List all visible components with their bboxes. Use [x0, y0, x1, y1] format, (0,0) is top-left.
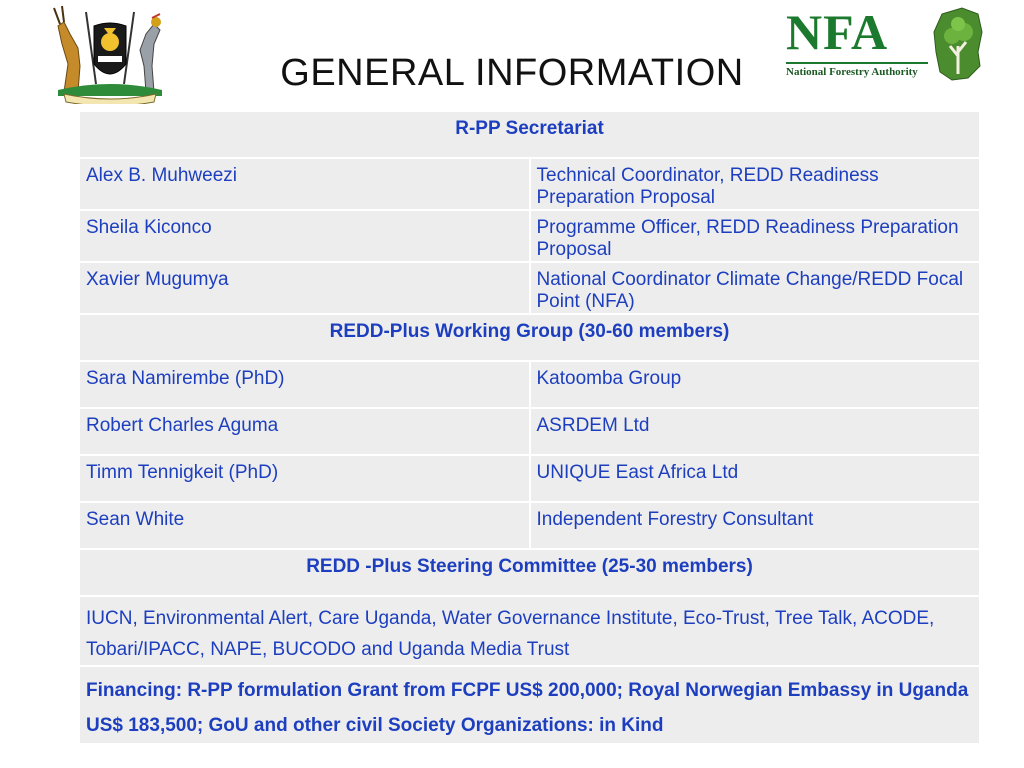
member-name: Sara Namirembe (PhD)	[79, 361, 530, 408]
general-information-table	[78, 110, 981, 745]
working-group-header: REDD-Plus Working Group (30-60 members)	[79, 314, 980, 361]
member-name: Alex B. Muhweezi	[79, 158, 530, 210]
nfa-logo-letters: NFA	[786, 4, 889, 60]
steering-committee-header: REDD -Plus Steering Committee (25-30 members)	[79, 549, 980, 596]
table-section-header	[79, 314, 980, 361]
member-role: ASRDEM Ltd	[530, 408, 981, 455]
table-row	[79, 361, 980, 408]
table-row	[79, 596, 980, 666]
member-role: National Coordinator Climate Change/REDD Focal Point (NFA)	[530, 262, 981, 314]
member-role: UNIQUE East Africa Ltd	[530, 455, 981, 502]
member-role: Programme Officer, REDD Readiness Preparation Proposal	[530, 210, 981, 262]
table-row	[79, 455, 980, 502]
table-row	[79, 262, 980, 314]
steering-committee-members: IUCN, Environmental Alert, Care Uganda, Water Governance Institute, Eco-Trust, Tree Talk, ACODE, Tobari/IPACC, NAPE, BUCODO and Uganda Media Trust	[79, 596, 980, 666]
member-name: Robert Charles Aguma	[79, 408, 530, 455]
member-role: Independent Forestry Consultant	[530, 502, 981, 549]
member-name: Xavier Mugumya	[79, 262, 530, 314]
member-role: Katoomba Group	[530, 361, 981, 408]
secretariat-header: R-PP Secretariat	[79, 111, 980, 158]
page-title: GENERAL INFORMATION	[280, 52, 744, 94]
table-row	[79, 158, 980, 210]
table-row	[79, 502, 980, 549]
member-role: Technical Coordinator, REDD Readiness Preparation Proposal	[530, 158, 981, 210]
member-name: Timm Tennigkeit (PhD)	[79, 455, 530, 502]
table-row	[79, 408, 980, 455]
nfa-logo-tagline: National Forestry Authority	[786, 66, 918, 78]
table-section-header	[79, 111, 980, 158]
member-name: Sheila Kiconco	[79, 210, 530, 262]
financing-note: Financing: R-PP formulation Grant from FCPF US$ 200,000; Royal Norwegian Embassy in Uganda US$ 183,500; GoU and other civil Society Organizations: in Kind	[79, 666, 980, 744]
table-row	[79, 666, 980, 744]
table-section-header	[79, 549, 980, 596]
table-row	[79, 210, 980, 262]
member-name: Sean White	[79, 502, 530, 549]
